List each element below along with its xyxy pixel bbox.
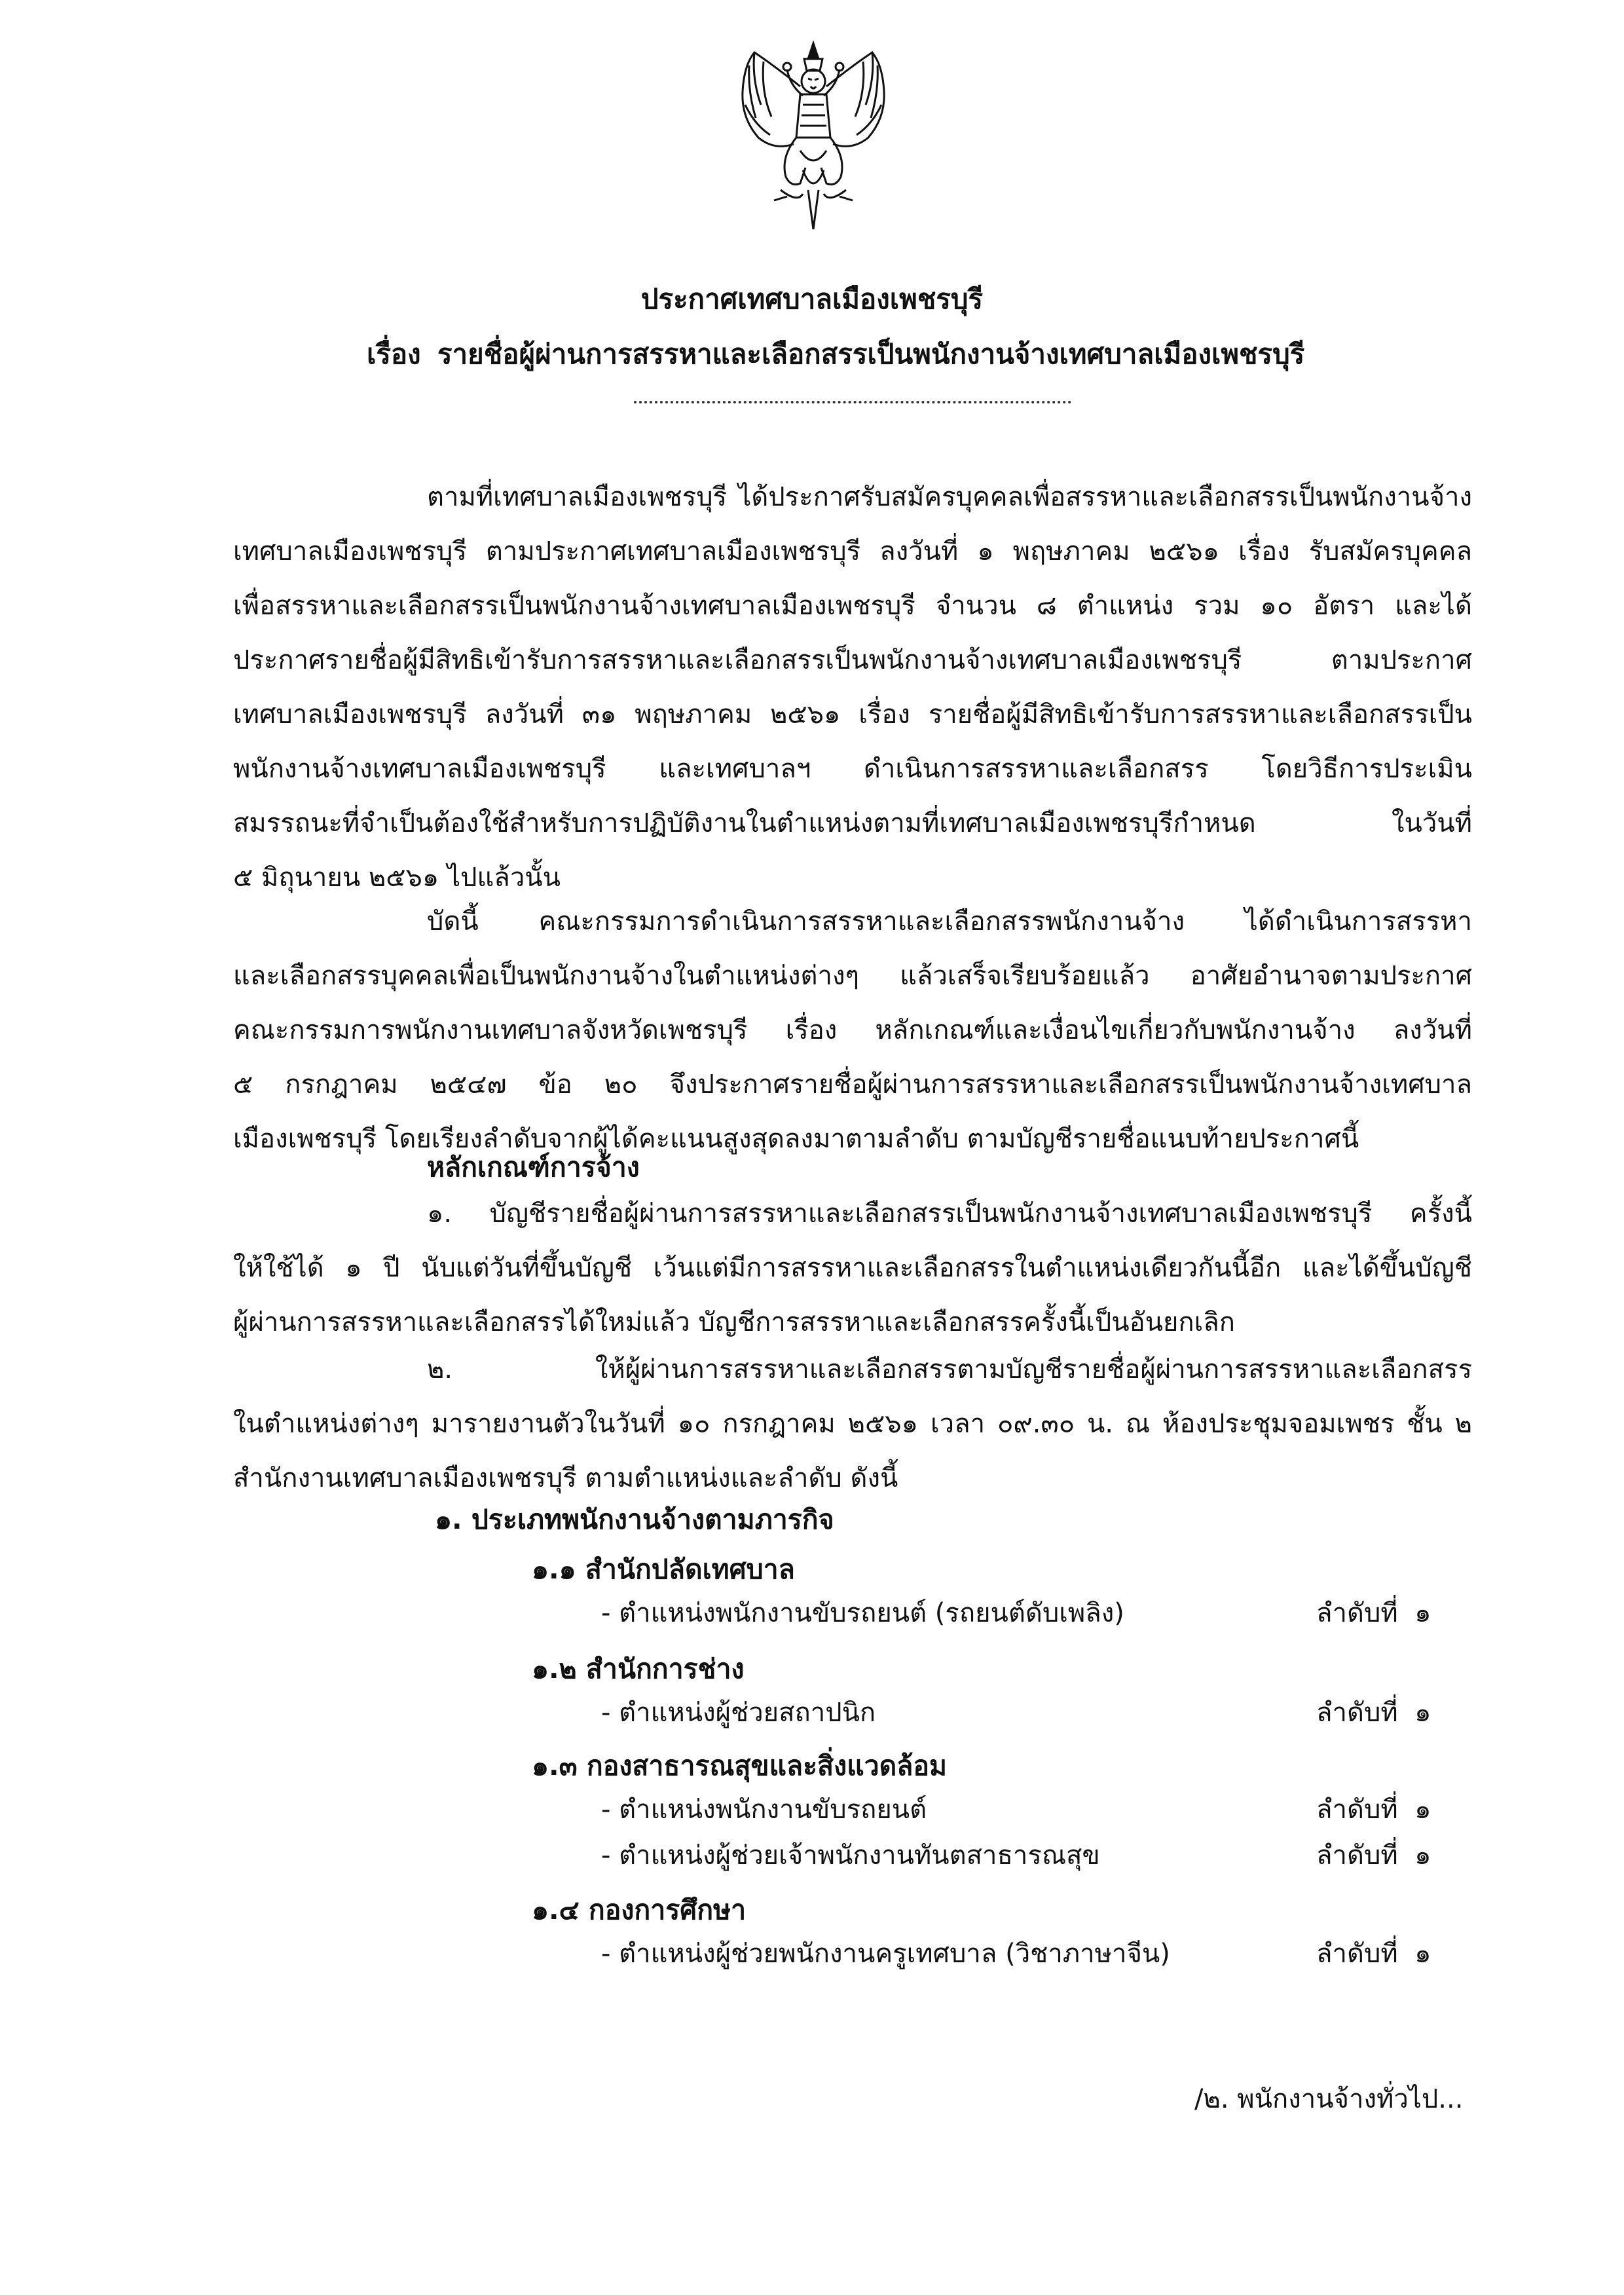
criteria-heading: หลักเกณฑ์การจ้าง — [427, 1151, 640, 1183]
paragraph-line: สำนักงานเทศบาลเมืองเพชรบุรี ตามตำแหน่งและลำดับ ดังนี้ — [233, 1463, 898, 1493]
rank-label: ลำดับที่ — [1316, 1698, 1398, 1728]
position-item: - ตำแหน่งผู้ช่วยสถาปนิก — [601, 1698, 876, 1728]
rank-cell — [1316, 1788, 1431, 1830]
paragraph-line: ประกาศรายชื่อผู้มีสิทธิเข้ารับการสรรหาและเลือกสรรเป็นพนักงานจ้างเทศบาลเมืองเพชรบุรี ตามประกาศ — [233, 645, 1472, 675]
section-heading: ๑.๒ สำนักการช่าง — [532, 1653, 745, 1685]
paragraph-line: และเลือกสรรบุคคลเพื่อเป็นพนักงานจ้างในตำแหน่งต่างๆ แล้วเสร็จเรียบร้อยแล้ว อาศัยอำนาจตามประกาศ — [233, 961, 1472, 991]
rank-value: ๑ — [1414, 1840, 1431, 1871]
paragraph-1 — [233, 470, 1472, 905]
paragraph-line: เทศบาลเมืองเพชรบุรี ตามประกาศเทศบาลเมืองเพชรบุรี ลงวันที่ ๑ พฤษภาคม ๒๕๖๑ เรื่อง รับสมัครบุคคล — [233, 536, 1472, 567]
dotted-divider — [634, 401, 1071, 403]
rank-value: ๑ — [1414, 1795, 1431, 1825]
garuda-emblem-icon — [735, 39, 892, 233]
paragraph-line: ๑. บัญชีรายชื่อผู้ผ่านการสรรหาและเลือกสรรเป็นพนักงานจ้างเทศบาลเมืองเพชรบุรี ครั้งนี้ — [427, 1199, 1472, 1229]
section-heading: ๑.๑ สำนักปลัดเทศบาล — [532, 1554, 795, 1585]
rank-label: ลำดับที่ — [1316, 1795, 1398, 1825]
rank-value: ๑ — [1414, 1598, 1431, 1628]
paragraph-line: ๕ กรกฎาคม ๒๕๔๗ ข้อ ๒๐ จึงประกาศรายชื่อผู้ผ่านการสรรหาและเลือกสรรเป็นพนักงานจ้างเทศบาล — [233, 1070, 1472, 1100]
rank-value: ๑ — [1414, 1939, 1431, 1969]
rank-label: ลำดับที่ — [1316, 1939, 1398, 1969]
paragraph-line: ในตำแหน่งต่างๆ มารายงานตัวในวันที่ ๑๐ กรกฎาคม ๒๕๖๑ เวลา ๐๙.๓๐ น. ณ ห้องประชุมจอมเพชร ชั้น ๒ — [233, 1409, 1472, 1439]
position-item: - ตำแหน่งผู้ช่วยเจ้าพนักงานทันตสาธารณสุข — [601, 1840, 1100, 1871]
page-title: ประกาศเทศบาลเมืองเพชรบุรี — [640, 283, 984, 315]
rank-cell — [1316, 1592, 1431, 1633]
paragraph-line: ๒. ให้ผู้ผ่านการสรรหาและเลือกสรรตามบัญชีรายชื่อผู้ผ่านการสรรหาและเลือกสรร — [427, 1354, 1472, 1385]
subject-text: รายชื่อผู้ผ่านการสรรหาและเลือกสรรเป็นพนักงานจ้างเทศบาลเมืองเพชรบุรี — [437, 338, 1305, 370]
paragraph-line: สมรรถนะที่จำเป็นต้องใช้สำหรับการปฏิบัติงานในตำแหน่งตามที่เทศบาลเมืองเพชรบุรีกำหนด ในวันที่ — [233, 808, 1472, 838]
rank-value: ๑ — [1414, 1698, 1431, 1728]
paragraph-line: พนักงานจ้างเทศบาลเมืองเพชรบุรี และเทศบาลฯ ดำเนินการสรรหาและเลือกสรร โดยวิธีการประเมิน — [233, 754, 1472, 784]
paragraph-line: ตามที่เทศบาลเมืองเพชรบุรี ได้ประกาศรับสมัครบุคคลเพื่อสรรหาและเลือกสรรเป็นพนักงานจ้าง — [427, 482, 1472, 512]
rank-cell — [1316, 1691, 1431, 1733]
rank-cell — [1316, 1932, 1431, 1974]
position-item: - ตำแหน่งผู้ช่วยพนักงานครูเทศบาล (วิชาภาษาจีน) — [601, 1939, 1170, 1969]
subject-line — [367, 333, 1304, 376]
paragraph-line: คณะกรรมการพนักงานเทศบาลจังหวัดเพชรบุรี เรื่อง หลักเกณฑ์และเงื่อนไขเกี่ยวกับพนักงานจ้าง ลงวันที่ — [233, 1015, 1472, 1045]
rank-label: ลำดับที่ — [1316, 1598, 1398, 1628]
paragraph-line: เทศบาลเมืองเพชรบุรี ลงวันที่ ๓๑ พฤษภาคม ๒๕๖๑ เรื่อง รายชื่อผู้มีสิทธิเข้ารับการสรรหาและเลือกสรรเป็น — [233, 700, 1472, 730]
subject-label: เรื่อง — [367, 338, 421, 370]
criteria-1 — [233, 1187, 1472, 1350]
paragraph-line: เพื่อสรรหาและเลือกสรรเป็นพนักงานจ้างเทศบาลเมืองเพชรบุรี จำนวน ๘ ตำแหน่ง รวม ๑๐ อัตรา และได้ — [233, 591, 1472, 621]
continuation-note: /๒. พนักงานจ้างทั่วไป... — [1194, 2084, 1464, 2114]
paragraph-line: ผู้ผ่านการสรรหาและเลือกสรรได้ใหม่แล้ว บัญชีการสรรหาและเลือกสรรครั้งนี้เป็นอันยกเลิก — [233, 1307, 1235, 1337]
employee-type-heading: ๑. ประเภทพนักงานจ้างตามภารกิจ — [435, 1504, 834, 1535]
section-heading: ๑.๓ กองสาธารณสุขและสิ่งแวดล้อม — [532, 1750, 948, 1782]
paragraph-line: ๕ มิถุนายน ๒๕๖๑ ไปแล้วนั้น — [233, 863, 561, 893]
rank-label: ลำดับที่ — [1316, 1840, 1398, 1871]
paragraph-line: บัดนี้ คณะกรรมการดำเนินการสรรหาและเลือกสรรพนักงานจ้าง ได้ดำเนินการสรรหา — [427, 906, 1472, 937]
position-item: - ตำแหน่งพนักงานขับรถยนต์ — [601, 1795, 927, 1825]
section-heading: ๑.๔ กองการศึกษา — [532, 1894, 747, 1926]
position-item: - ตำแหน่งพนักงานขับรถยนต์ (รถยนต์ดับเพลิง) — [601, 1598, 1124, 1628]
rank-cell — [1316, 1834, 1431, 1876]
paragraph-line: ให้ใช้ได้ ๑ ปี นับแต่วันที่ขึ้นบัญชี เว้นแต่มีการสรรหาและเลือกสรรในตำแหน่งเดียวกันนี้อีก และได้ขึ้นบัญชี — [233, 1253, 1472, 1283]
paragraph-2 — [233, 895, 1472, 1166]
criteria-2 — [233, 1343, 1472, 1506]
paragraph-line: เมืองเพชรบุรี โดยเรียงลำดับจากผู้ได้คะแนนสูงสุดลงมาตามลำดับ ตามบัญชีรายชื่อแนบท้ายประกาศนี้ — [233, 1124, 1359, 1154]
